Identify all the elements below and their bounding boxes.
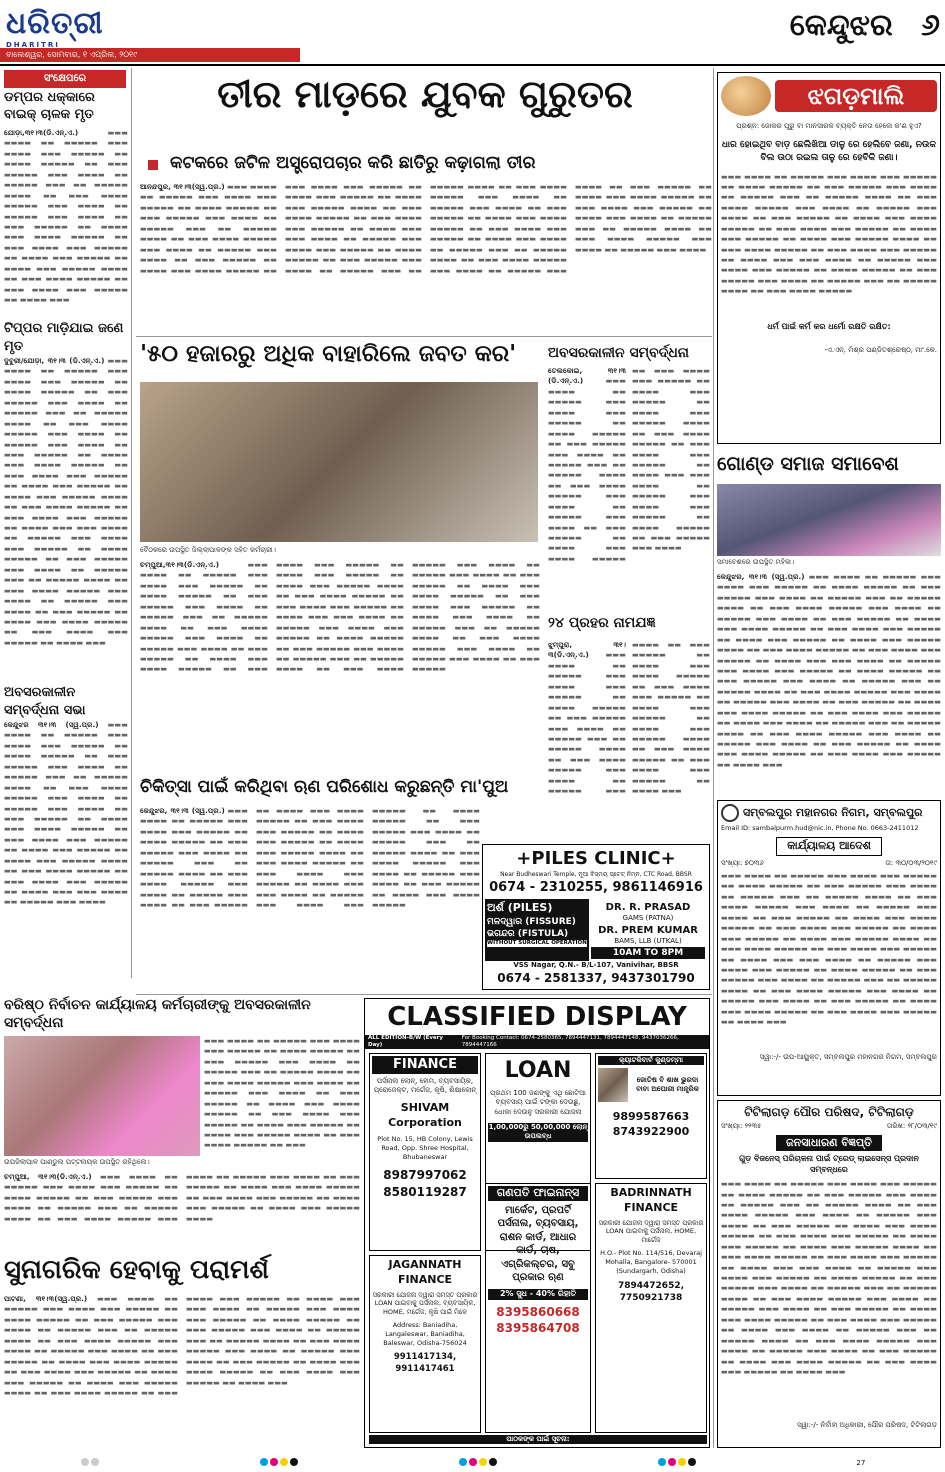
lead-subhead: କଟକରେ ଜଟିଳ ଅସ୍ତ୍ରୋପଚାର କରି ଛାତିରୁ କଢ଼ାଗଲା ତୀର — [170, 153, 536, 173]
loan-title: LOAN — [504, 1058, 572, 1083]
cartoon-icon — [721, 76, 771, 116]
sambalpur-notice — [717, 800, 941, 1096]
brief-text-1: ▬▬▬ ▬▬▬▬ ▬▬ ▬▬▬▬▬ ▬▬▬ ▬▬▬▬ ▬▬▬ ▬▬▬▬▬ ▬▬ ▬▬▬▬ ▬▬▬▬▬ ▬▬ ▬▬▬ ▬▬▬▬▬ ▬▬▬ ▬▬▬▬ ▬▬ ▬▬▬▬▬ ▬▬▬ ▬▬ ▬▬▬▬▬ ▬▬▬▬ ▬▬ ▬▬▬ ▬▬▬▬ ▬▬▬▬▬ ▬▬▬ ▬▬▬▬ ▬▬ ▬▬▬▬▬ ▬▬▬ ▬▬▬▬ ▬▬ ▬▬▬ ▬▬▬▬▬ ▬▬ ▬▬▬▬ ▬▬▬ ▬▬▬▬ ▬▬▬▬▬ ▬▬ ▬▬▬ ▬▬▬▬ ▬▬▬ ▬▬▬▬▬ ▬▬ ▬▬▬▬ ▬▬▬ ▬▬▬▬▬ ▬▬ ▬▬▬▬ ▬▬▬ ▬▬▬▬▬ ▬▬▬▬ ▬▬ ▬▬▬ ▬▬▬▬ ▬▬▬▬▬ ▬▬ ▬▬▬ ▬▬▬▬ ▬▬▬ ▬▬▬▬▬ ▬▬ ▬▬▬▬ ▬▬▬ — [4, 128, 128, 304]
story6-text: ▬▬▬ ▬▬▬▬ ▬▬ ▬▬▬▬▬ ▬▬▬ ▬▬▬▬ ▬▬▬ ▬▬▬▬▬ ▬▬ ▬▬▬▬ ▬▬▬▬▬ ▬▬ ▬▬▬ ▬▬▬▬▬ ▬▬▬ ▬▬▬▬ ▬▬ ▬▬▬▬▬ ▬▬▬ ▬▬ ▬▬▬▬▬ ▬▬▬▬ ▬▬ ▬▬▬ ▬▬▬▬ ▬▬▬▬▬ ▬▬▬ ▬▬▬▬ ▬▬ ▬▬▬▬▬ ▬▬▬ ▬▬▬▬ ▬▬ ▬▬▬ ▬▬▬▬▬ ▬▬ ▬▬▬▬ ▬▬▬ ▬▬▬▬ ▬▬▬▬▬ ▬▬ ▬▬▬ ▬▬▬▬ ▬▬▬ ▬▬▬▬▬ ▬▬ ▬▬▬▬ ▬▬▬ ▬▬▬▬▬ ▬▬ ▬▬▬▬ ▬▬▬ ▬▬▬▬▬ ▬▬▬▬ — [4, 1172, 360, 1223]
page-number: ୬ — [921, 8, 940, 43]
piles-doctor-2-degree: BAMS, LLB (UTKAL) — [614, 937, 682, 946]
gond-headline: ଗୋଣ୍ଡ ସମାଜ ସମାବେଶ — [717, 453, 899, 475]
brief-dateline-1: ଯୋଡ଼ା,୩୧।୩(ଡି.ଏନ୍.ଏ.) — [4, 128, 79, 137]
piles-note: WITHOUT SURGICAL OPERATION — [487, 940, 587, 947]
color-swatch-group-1 — [80, 1458, 100, 1470]
finance-1-title: FINANCE — [372, 1056, 478, 1074]
gond-dateline: କେନ୍ଦୁଝର, ୩୧।୩ (ସ୍ୱ.ପ୍ର.) — [717, 572, 805, 581]
jhagadmali-text: ▬▬▬ ▬▬▬▬ ▬▬ ▬▬▬▬▬ ▬▬▬ ▬▬▬▬ ▬▬▬ ▬▬▬▬▬ ▬▬ ▬▬▬▬ ▬▬▬▬▬ ▬▬ ▬▬▬ ▬▬▬▬▬ ▬▬▬ ▬▬▬▬ ▬▬ ▬▬▬▬▬ ▬▬▬ ▬▬ ▬▬▬▬▬ ▬▬▬▬ ▬▬ ▬▬▬ ▬▬▬▬ ▬▬▬▬▬ ▬▬▬ ▬▬▬▬ ▬▬ ▬▬▬▬▬ ▬▬▬ ▬▬▬▬ ▬▬ ▬▬▬ ▬▬▬▬▬ ▬▬ ▬▬▬▬ ▬▬▬ ▬▬▬▬ ▬▬▬▬▬ ▬▬ ▬▬▬ ▬▬▬▬ ▬▬▬ ▬▬▬▬▬ ▬▬ ▬▬▬▬ ▬▬▬ ▬▬▬▬▬ ▬▬ ▬▬▬▬ ▬▬▬ ▬▬▬▬▬ ▬▬▬▬ ▬▬ ▬▬▬ ▬▬▬▬ ▬▬▬▬▬ ▬▬ ▬▬▬ ▬▬▬▬ ▬▬▬ ▬▬▬▬▬ ▬▬ ▬▬▬▬ ▬▬▬ ▬▬▬ ▬▬▬▬ ▬▬ ▬▬▬▬▬ ▬▬▬ ▬▬▬▬ ▬▬▬ ▬▬▬▬▬ ▬▬ ▬▬▬▬ ▬▬▬▬▬ ▬▬ ▬▬▬ ▬▬▬▬▬ ▬▬▬ ▬▬▬▬ ▬▬ ▬▬▬▬▬ ▬▬▬ ▬▬ ▬▬▬▬▬ ▬▬▬▬ ▬▬ ▬▬▬ ▬▬▬▬ ▬▬▬▬▬ — [721, 171, 937, 296]
story3-body — [548, 366, 710, 606]
story5-rule — [136, 994, 712, 995]
column-rule-left — [131, 68, 132, 978]
titlagarh-title: ଟିଟିଲାଗଡ଼ ପୌର ପରିଷଦ, ଟିଟିଲାଗଡ଼ — [744, 1105, 914, 1119]
story6-headline: ବରିଷ୍ଠ ନିର୍ବାଚନ କାର୍ଯ୍ୟାଳୟ କର୍ମଚାରୀଙ୍କୁ ଅବସରକାଳୀନ ସମ୍ବର୍ଦ୍ଧନା — [4, 997, 311, 1032]
dateline: ବାଲେଶ୍ୱର, ସୋମବାର, ୧ ଏପ୍ରିଲ, ୨୦୧୯ — [0, 48, 300, 62]
titlagarh-subtitle: ଜନସାଧାରଣ ବିଜ୍ଞପ୍ତି — [776, 1135, 882, 1152]
story3-text: ▬▬▬ ▬▬▬▬ ▬▬ ▬▬▬▬▬ ▬▬▬ ▬▬▬▬ ▬▬▬ ▬▬▬▬▬ ▬▬ ▬▬▬▬ ▬▬▬▬▬ ▬▬ ▬▬▬ ▬▬▬▬▬ ▬▬▬ ▬▬▬▬ ▬▬ ▬▬▬▬▬ ▬▬▬ ▬▬ ▬▬▬▬▬ ▬▬▬▬ ▬▬ ▬▬▬ ▬▬▬▬ ▬▬▬▬▬ ▬▬▬ ▬▬▬▬ ▬▬ ▬▬▬▬▬ ▬▬▬ ▬▬▬▬ ▬▬ ▬▬▬ ▬▬▬▬▬ ▬▬ ▬▬▬▬ ▬▬▬ ▬▬▬▬ ▬▬▬▬▬ ▬▬ ▬▬▬ ▬▬▬▬ ▬▬▬ ▬▬▬▬▬ ▬▬ ▬▬▬▬ ▬▬▬ ▬▬▬▬▬ ▬▬ ▬▬▬▬ ▬▬▬ ▬▬▬▬▬ ▬▬▬▬ ▬▬ ▬▬▬ ▬▬▬▬ ▬▬▬▬▬ ▬▬ ▬▬▬ ▬▬▬▬ ▬▬▬ ▬▬▬▬▬ ▬▬ ▬▬▬▬ ▬▬▬ ▬▬▬ ▬▬▬▬ ▬▬ ▬▬▬▬▬ ▬▬▬ ▬▬▬▬ ▬▬▬ ▬▬▬▬▬ ▬▬ ▬▬▬▬ ▬▬▬▬▬ ▬▬ ▬▬▬ ▬▬▬▬▬ ▬▬▬ ▬▬▬▬ — [548, 366, 710, 563]
loan-lines: ପ୍ରଥମ 100 ଜଣଙ୍କୁ ଏଥି ଛୋଟିଆ ବ୍ୟବସାୟ ପାଇଁ ଟଙ୍କା ଦେଉଛୁ, ଧୋକା ଦେଉନୁ ସରକାରୀ ଯୋଜନା — [490, 1088, 586, 1116]
jhagadmali-body — [721, 172, 937, 322]
column-rule-right — [713, 68, 714, 1448]
lead-body — [140, 182, 712, 332]
story2-headline: '୫୦ ହଜାରରୁ ଅଧିକ ବାହାରିଲେ ଜବତ କର' — [140, 341, 517, 367]
story6-caption: ଉପଜିଲାପାଳ ପାଣ୍ଡୁଲ ପଟ୍ଟନାୟକ ଉପସ୍ଥିତ ରହିଥିଲେ। — [4, 1158, 150, 1166]
brief-body-1 — [4, 128, 128, 304]
piles-doctor-1-degree: GAMS (PATNA) — [622, 914, 674, 923]
piles-address-2: VSS Nagar, Q.N.- B/L-107, Vanivihar, BBSR — [513, 960, 679, 969]
ganapati-lines: ମାର୍କେଟ, ପ୍ରପର୍ଟି ପର୍ସନାଲ, ବ୍ୟବସାୟ, ରାଶନ କାର୍ଡ, ଆଧାର କାର୍ଡ, ଚାଷ, ଏଗ୍ରିକଲ୍ଚର, ସବୁ ପ୍ରକାର ଋଣ — [497, 1204, 579, 1284]
titlagarh-notice — [717, 1100, 941, 1448]
story2-caption: ବୈଠକରେ ଉପସ୍ଥିତ ଜିଲ୍ଲାପାଳଙ୍କ ସହିତ କର୍ମଚାରୀ। — [140, 546, 276, 554]
story6-dateline: ଚମ୍ପୁଆ, ୩୧।୩(ଡି.ଏନ୍.ଏ.) — [4, 1172, 92, 1181]
finance-1-phone: 8987997062 8580119287 — [383, 1168, 467, 1199]
classified-bar-right: For Booking Contact: 0674-2580365, 7894447131, 7894447148, 9437036266, 7894447166 — [461, 1034, 679, 1048]
color-swatch-group-2 — [259, 1458, 299, 1470]
story2-body — [140, 560, 540, 770]
titlagarh-body — [721, 1179, 937, 1415]
jhagadmali-verse: ଧାର ହୋଇଥିବ ବାଡ଼ ଛେଲିଖିଆ ଡାଳୁ ରେ ହେଲିବେ ଜଣା, ନଉକ ବିଲ ଉଠା ରଇଲ ତାଳୁ ରେ ହେବିକି ଜଣା। — [721, 140, 937, 164]
titlagarh-text: ▬▬▬ ▬▬▬▬ ▬▬ ▬▬▬▬▬ ▬▬▬ ▬▬▬▬ ▬▬▬ ▬▬▬▬▬ ▬▬ ▬▬▬▬ ▬▬▬▬▬ ▬▬ ▬▬▬ ▬▬▬▬▬ ▬▬▬ ▬▬▬▬ ▬▬ ▬▬▬▬▬ ▬▬▬ ▬▬ ▬▬▬▬▬ ▬▬▬▬ ▬▬ ▬▬▬ ▬▬▬▬ ▬▬▬▬▬ ▬▬▬ ▬▬▬▬ ▬▬ ▬▬▬▬▬ ▬▬▬ ▬▬▬▬ ▬▬ ▬▬▬ ▬▬▬▬▬ ▬▬ ▬▬▬▬ ▬▬▬ ▬▬▬▬ ▬▬▬▬▬ ▬▬ ▬▬▬ ▬▬▬▬ ▬▬▬ ▬▬▬▬▬ ▬▬ ▬▬▬▬ ▬▬▬ ▬▬▬▬▬ ▬▬ ▬▬▬▬ ▬▬▬ ▬▬▬▬▬ ▬▬▬▬ ▬▬ ▬▬▬ ▬▬▬▬ ▬▬▬▬▬ ▬▬ ▬▬▬ ▬▬▬▬ ▬▬▬ ▬▬▬▬▬ ▬▬ ▬▬▬▬ ▬▬▬ ▬▬▬ ▬▬▬▬ ▬▬ ▬▬▬▬▬ ▬▬▬ ▬▬▬▬ ▬▬▬ ▬▬▬▬▬ ▬▬ ▬▬▬▬ ▬▬▬▬▬ ▬▬ ▬▬▬ ▬▬▬▬▬ ▬▬▬ ▬▬▬▬ ▬▬ ▬▬▬▬▬ ▬▬▬ ▬▬ ▬▬▬▬▬ ▬▬▬▬ ▬▬ ▬▬▬ ▬▬▬▬ ▬▬▬▬▬ ▬▬▬ ▬▬▬▬ ▬▬ ▬▬▬▬▬ ▬▬▬ ▬▬▬▬ ▬▬ ▬▬▬ ▬▬▬▬▬ ▬▬ ▬▬▬▬ ▬▬▬ ▬▬▬▬ ▬▬▬▬▬ ▬▬ ▬▬▬ ▬▬▬▬ ▬▬▬ ▬▬▬▬▬ ▬▬ ▬▬▬▬ ▬▬▬ ▬▬▬▬ ▬▬ ▬▬▬▬▬ ▬▬▬ ▬▬ ▬▬▬▬▬ ▬▬▬▬ ▬▬ ▬▬▬ ▬▬▬▬ ▬▬▬▬▬ ▬▬▬ ▬▬▬▬ ▬▬ ▬▬▬▬▬ ▬▬▬ ▬▬▬▬ ▬▬ ▬▬▬ ▬▬▬▬▬ ▬▬ ▬▬▬▬ ▬▬▬ ▬▬▬▬ ▬▬▬▬▬ ▬▬ ▬▬▬ ▬▬▬▬ ▬▬▬ ▬▬▬▬▬ ▬▬ ▬▬▬▬ ▬▬▬ — [721, 1179, 937, 1376]
jhagadmali-verse-2: ଧର୍ମ ପାଇଁ କର୍ମ କର ଧର୍ମୋ ରକ୍ଷତି ରକ୍ଷିତ: — [767, 321, 891, 331]
titlagarh-number: ସଂଖ୍ୟା: ୨୨୩୫ — [721, 1122, 762, 1131]
baba-name: ଜୋତିଷ ବି ଶାଖ ଭୁରଦା ବାବା ଅଘୋରୀ ମାନ୍ତ୍ରିକ — [636, 1076, 699, 1094]
gond-body — [717, 572, 941, 794]
sambalpur-title: ସମ୍ବଲପୁର ମହାନଗର ନିଗମ, ସମ୍ବଲପୁର — [743, 805, 923, 819]
story4-dateline: ଝୁମ୍ପୁରା, ୩୧।୩(ଡି.ଏନ୍.ଏ.) — [548, 640, 626, 660]
swatch-magenta-2 — [469, 1458, 477, 1466]
titlagarh-lead: ଗୁଡ଼ ବିଜନେସ୍ ପରିଚାଳନା ପାଇଁ ଟ୍ରେଡ୍ ଲାଇସେନ୍ସ ପ୍ରଦାନ ସମ୍ବନ୍ଧରେ — [739, 1154, 919, 1175]
color-swatch-group-4 — [657, 1458, 697, 1470]
swatch-magenta — [270, 1458, 278, 1466]
story5-headline: ଚିକିତ୍ସା ପାଇଁ କରିଥିବା ଋଣ ପରିଶୋଧ କରୁଛନ୍ତି ମା'ପୁଅ — [140, 777, 509, 797]
story3-headline: ଅବସରକାଳୀନ ସମ୍ବର୍ଦ୍ଧନା — [548, 345, 690, 361]
swatch-cyan-3 — [658, 1458, 666, 1466]
swatch-yellow-3 — [678, 1458, 686, 1466]
jagannath-title: JAGANNATH FINANCE — [388, 1258, 462, 1286]
sambalpur-number: ସଂଖ୍ୟା: ୭୦୩୬ — [721, 858, 764, 867]
piles-doctor-1: DR. R. PRASAD — [605, 901, 691, 913]
badrinath-title: BADRINNATH FINANCE — [610, 1186, 692, 1214]
swatch-magenta-3 — [668, 1458, 676, 1466]
brief-text-3: ▬▬▬ ▬▬▬▬ ▬▬ ▬▬▬▬▬ ▬▬▬ ▬▬▬▬ ▬▬▬ ▬▬▬▬▬ ▬▬ ▬▬▬▬ ▬▬▬▬▬ ▬▬ ▬▬▬ ▬▬▬▬▬ ▬▬▬ ▬▬▬▬ ▬▬ ▬▬▬▬▬ ▬▬▬ ▬▬ ▬▬▬▬▬ ▬▬▬▬ ▬▬ ▬▬▬ ▬▬▬▬ ▬▬▬▬▬ ▬▬▬ ▬▬▬▬ ▬▬ ▬▬▬▬▬ ▬▬▬ ▬▬▬▬ ▬▬ ▬▬▬ ▬▬▬▬▬ ▬▬ ▬▬▬▬ ▬▬▬ ▬▬▬▬ ▬▬▬▬▬ ▬▬ ▬▬▬ ▬▬▬▬ ▬▬▬ ▬▬▬▬▬ ▬▬ ▬▬▬▬ ▬▬▬ ▬▬▬▬▬ ▬▬ ▬▬▬▬ ▬▬▬ ▬▬▬▬▬ ▬▬▬▬ ▬▬ ▬▬▬ ▬▬▬▬ ▬▬▬▬▬ ▬▬ ▬▬▬ ▬▬▬▬ ▬▬▬ ▬▬▬▬▬ ▬▬ ▬▬▬▬ ▬▬▬ ▬▬▬ ▬▬▬▬ ▬▬ ▬▬▬▬▬ ▬▬▬ ▬▬▬▬ — [4, 720, 128, 907]
titlagarh-date: ତାରିଖ: ୨୮/୦୩/୧୯ — [886, 1122, 937, 1131]
brief-dateline-2: ଦୁବୁରୀ/ଯୋଡ଼ା, ୩୧।୩ (ଡି.ଏନ୍.ଏ.) — [4, 356, 105, 365]
lead-rule — [136, 336, 712, 337]
jhagadmali-title: ଝଗଡ଼ମାଲି — [775, 80, 937, 112]
sambalpur-body — [721, 871, 937, 1047]
print-registration-strip — [0, 1456, 945, 1472]
gond-photo — [717, 484, 941, 556]
story7-dateline: ପାଟଣା, ୩୧।୩(ସ୍ୱ.ପ୍ର.) — [4, 1294, 88, 1303]
finance-1-name: SHIVAM Corporation — [388, 1101, 462, 1130]
jhagadmali-header — [721, 76, 937, 116]
gond-text: ▬▬▬ ▬▬▬▬ ▬▬ ▬▬▬▬▬ ▬▬▬ ▬▬▬▬ ▬▬▬ ▬▬▬▬▬ ▬▬ ▬▬▬▬ ▬▬▬▬▬ ▬▬ ▬▬▬ ▬▬▬▬▬ ▬▬▬ ▬▬▬▬ ▬▬ ▬▬▬▬▬ ▬▬▬ ▬▬ ▬▬▬▬▬ ▬▬▬▬ ▬▬ ▬▬▬ ▬▬▬▬ ▬▬▬▬▬ ▬▬▬ ▬▬▬▬ ▬▬ ▬▬▬▬▬ ▬▬▬ ▬▬▬▬ ▬▬ ▬▬▬ ▬▬▬▬▬ ▬▬ ▬▬▬▬ ▬▬▬ ▬▬▬▬ ▬▬▬▬▬ ▬▬ ▬▬▬ ▬▬▬▬ ▬▬▬ ▬▬▬▬▬ ▬▬ ▬▬▬▬ ▬▬▬ ▬▬▬▬▬ ▬▬ ▬▬▬▬ ▬▬▬ ▬▬▬▬▬ ▬▬▬▬ ▬▬ ▬▬▬ ▬▬▬▬ ▬▬▬▬▬ ▬▬ ▬▬▬ ▬▬▬▬ ▬▬▬ ▬▬▬▬▬ ▬▬ ▬▬▬▬ ▬▬▬ ▬▬▬ ▬▬▬▬ ▬▬ ▬▬▬▬▬ ▬▬▬ ▬▬▬▬ ▬▬▬ ▬▬▬▬▬ ▬▬ ▬▬▬▬ ▬▬▬▬▬ ▬▬ ▬▬▬ ▬▬▬▬▬ ▬▬▬ ▬▬▬▬ ▬▬ ▬▬▬▬▬ ▬▬▬ ▬▬ ▬▬▬▬▬ ▬▬▬▬ ▬▬ ▬▬▬ ▬▬▬▬ ▬▬▬▬▬ ▬▬▬ ▬▬▬▬ ▬▬ ▬▬▬▬▬ ▬▬▬ ▬▬▬▬ ▬▬ ▬▬▬ ▬▬▬▬▬ ▬▬ ▬▬▬▬ ▬▬▬ ▬▬▬▬ ▬▬▬▬▬ ▬▬ ▬▬▬ ▬▬▬▬ ▬▬▬ ▬▬▬▬▬ ▬▬ ▬▬▬▬ ▬▬▬ ▬▬▬▬ ▬▬ ▬▬▬▬▬ ▬▬▬ ▬▬ ▬▬▬▬▬ ▬▬▬▬ ▬▬ ▬▬▬ ▬▬▬▬ ▬▬▬▬▬ ▬▬▬ ▬▬▬▬ ▬▬ ▬▬▬▬▬ ▬▬▬ ▬▬▬▬ ▬▬ ▬▬▬ ▬▬▬▬▬ ▬▬ ▬▬▬▬ ▬▬▬ ▬▬▬▬ ▬▬▬▬▬ ▬▬ ▬▬▬ ▬▬▬▬ ▬▬▬ ▬▬▬▬▬ ▬▬ ▬▬▬▬ ▬▬▬ — [717, 572, 941, 769]
emblem-icon — [721, 804, 739, 822]
swatch-yellow-2 — [479, 1458, 487, 1466]
story4-body — [548, 640, 710, 835]
story3-dateline: ତେଲକୋଇ, ୩୧।୩ (ଡି.ଏନ୍.ଏ.) — [548, 366, 626, 386]
baba-photo — [598, 1068, 628, 1102]
piles-doctor-2: DR. PREM KUMAR — [598, 924, 698, 936]
logo-subtext: DHARITRI — [6, 40, 60, 49]
classified-title: CLASSIFIED DISPLAY — [387, 1002, 687, 1032]
badrinath-phone: 7894472652, 7750921738 — [617, 1281, 685, 1304]
brief-headline-2: ଟିପ୍ପର ମାଡ଼ିଯାଇ ଜଣେ ମୃତ — [4, 321, 124, 354]
ganapati-phone: 8395860668 8395864708 — [496, 1304, 580, 1335]
top-rule — [0, 64, 945, 66]
brief-dateline-3: କେନ୍ଦୁଝର ୩୧।୩ (ସ୍ୱ.ପ୍ର.) — [4, 720, 99, 729]
story2-dateline: ଚମ୍ପୁଆ,୩୧।୩(ଡି.ଏନ୍.ଏ.) — [140, 560, 219, 569]
classified-bar-left: ALL EDITION-B/W (Every Day) — [368, 1034, 443, 1048]
piles-services — [485, 899, 589, 961]
finance-1-address: Plot No. 15, HB Colony, Lewis Road, Opp. Shree Hospital, Bhubaneswar — [377, 1135, 473, 1161]
classified-display — [364, 998, 710, 1448]
sambalpur-text: ▬▬▬ ▬▬▬▬ ▬▬ ▬▬▬▬▬ ▬▬▬ ▬▬▬▬ ▬▬▬ ▬▬▬▬▬ ▬▬ ▬▬▬▬ ▬▬▬▬▬ ▬▬ ▬▬▬ ▬▬▬▬▬ ▬▬▬ ▬▬▬▬ ▬▬ ▬▬▬▬▬ ▬▬▬ ▬▬ ▬▬▬▬▬ ▬▬▬▬ ▬▬ ▬▬▬ ▬▬▬▬ ▬▬▬▬▬ ▬▬▬ ▬▬▬▬ ▬▬ ▬▬▬▬▬ ▬▬▬ ▬▬▬▬ ▬▬ ▬▬▬ ▬▬▬▬▬ ▬▬ ▬▬▬▬ ▬▬▬ ▬▬▬▬ ▬▬▬▬▬ ▬▬ ▬▬▬ ▬▬▬▬ ▬▬▬ ▬▬▬▬▬ ▬▬ ▬▬▬▬ ▬▬▬ ▬▬▬▬▬ ▬▬ ▬▬▬▬ ▬▬▬ ▬▬▬▬▬ ▬▬▬▬ ▬▬ ▬▬▬ ▬▬▬▬ ▬▬▬▬▬ ▬▬ ▬▬▬ ▬▬▬▬ ▬▬▬ ▬▬▬▬▬ ▬▬ ▬▬▬▬ ▬▬▬ ▬▬▬ ▬▬▬▬ ▬▬ ▬▬▬▬▬ ▬▬▬ ▬▬▬▬ ▬▬▬ ▬▬▬▬▬ ▬▬ ▬▬▬▬ ▬▬▬▬▬ ▬▬ ▬▬▬ ▬▬▬▬▬ ▬▬▬ ▬▬▬▬ ▬▬ ▬▬▬▬▬ ▬▬▬ ▬▬ ▬▬▬▬▬ ▬▬▬▬ ▬▬ ▬▬▬ ▬▬▬▬ ▬▬▬▬▬ ▬▬▬ ▬▬▬▬ ▬▬ ▬▬▬▬▬ ▬▬▬ ▬▬▬▬ ▬▬ ▬▬▬ ▬▬▬▬▬ ▬▬ ▬▬▬▬ ▬▬▬ ▬▬▬▬ ▬▬▬▬▬ ▬▬ ▬▬▬ ▬▬▬▬ ▬▬▬ ▬▬▬▬▬ ▬▬ ▬▬▬▬ ▬▬▬ — [721, 871, 937, 1027]
story4-headline: ୨୪ ପ୍ରହର ନାମଯଜ୍ଞ — [548, 615, 656, 631]
page-section-title — [720, 6, 940, 46]
story7-headline: ସୁନାଗରିକ ହେବାକୁ ପରାମର୍ଶ — [4, 1255, 269, 1285]
sambalpur-sign: ସ୍ୱା:-/- ଉପ-ଆୟୁକ୍ତ, ସମ୍ବଲପୁର ମହାନଗର ନିଗମ, ସମ୍ବଲପୁର — [759, 1053, 937, 1062]
meeting-photo — [140, 382, 538, 542]
classified-bar — [365, 1035, 709, 1049]
story4-text: ▬▬▬ ▬▬▬▬ ▬▬ ▬▬▬▬▬ ▬▬▬ ▬▬▬▬ ▬▬▬ ▬▬▬▬▬ ▬▬ ▬▬▬▬ ▬▬▬▬▬ ▬▬ ▬▬▬ ▬▬▬▬▬ ▬▬▬ ▬▬▬▬ ▬▬ ▬▬▬▬▬ ▬▬▬ ▬▬ ▬▬▬▬▬ ▬▬▬▬ ▬▬ ▬▬▬ ▬▬▬▬ ▬▬▬▬▬ ▬▬▬ ▬▬▬▬ ▬▬ ▬▬▬▬▬ ▬▬▬ ▬▬▬▬ ▬▬ ▬▬▬ ▬▬▬▬▬ ▬▬ ▬▬▬▬ ▬▬▬ ▬▬▬▬ ▬▬▬▬▬ ▬▬ ▬▬▬ ▬▬▬▬ ▬▬▬ ▬▬▬▬▬ ▬▬ ▬▬▬▬ ▬▬▬ ▬▬▬▬▬ ▬▬ ▬▬▬▬ ▬▬▬ ▬▬▬▬▬ ▬▬▬▬ ▬▬ ▬▬▬ ▬▬▬▬ ▬▬▬▬▬ ▬▬ ▬▬▬ ▬▬▬▬ ▬▬▬ ▬▬▬▬▬ ▬▬ ▬▬▬▬ ▬▬▬ — [548, 640, 710, 796]
brief-tag: ସଂକ୍ଷେପରେ — [4, 70, 126, 88]
brief-headline-1: ଡମ୍ପର ଧକ୍କାରେ ବାଇକ୍ ଚାଳକ ମୃତ — [4, 90, 95, 122]
footer-page-number: 27 — [856, 1459, 866, 1468]
gond-caption: ସମାବେଶରେ ଉପସ୍ଥିତ ମହିଳା। — [717, 558, 795, 566]
story6-body — [4, 1172, 360, 1250]
badrinath-finance-ad — [595, 1183, 707, 1433]
swatch-black-2 — [489, 1458, 497, 1466]
story7-text: ▬▬▬ ▬▬▬▬ ▬▬ ▬▬▬▬▬ ▬▬▬ ▬▬▬▬ ▬▬▬ ▬▬▬▬▬ ▬▬ ▬▬▬▬ ▬▬▬▬▬ ▬▬ ▬▬▬ ▬▬▬▬▬ ▬▬▬ ▬▬▬▬ ▬▬ ▬▬▬▬▬ ▬▬▬ ▬▬ ▬▬▬▬▬ ▬▬▬▬ ▬▬ ▬▬▬ ▬▬▬▬ ▬▬▬▬▬ ▬▬▬ ▬▬▬▬ ▬▬ ▬▬▬▬▬ ▬▬▬ ▬▬▬▬ ▬▬ ▬▬▬ ▬▬▬▬▬ ▬▬ ▬▬▬▬ ▬▬▬ ▬▬▬▬ ▬▬▬▬▬ ▬▬ ▬▬▬ ▬▬▬▬ ▬▬▬ ▬▬▬▬▬ ▬▬ ▬▬▬▬ ▬▬▬ ▬▬▬▬▬ ▬▬ ▬▬▬▬ ▬▬▬ ▬▬▬▬▬ ▬▬▬▬ ▬▬ ▬▬▬ ▬▬▬▬ ▬▬▬▬▬ ▬▬ ▬▬▬ ▬▬▬▬ ▬▬▬ ▬▬▬▬▬ ▬▬ ▬▬▬▬ ▬▬▬ ▬▬▬ ▬▬▬▬ ▬▬ ▬▬▬▬▬ ▬▬▬ ▬▬▬▬ ▬▬▬ ▬▬▬▬▬ ▬▬ ▬▬▬▬ ▬▬▬▬▬ ▬▬ ▬▬▬ ▬▬▬▬▬ ▬▬▬ ▬▬▬▬ ▬▬ ▬▬▬▬▬ ▬▬▬ ▬▬ ▬▬▬▬▬ ▬▬▬▬ ▬▬ ▬▬▬ ▬▬▬▬ ▬▬▬▬▬ ▬▬▬ ▬▬▬▬ ▬▬ ▬▬▬▬▬ ▬▬▬ ▬▬▬▬ ▬▬ ▬▬▬ ▬▬▬▬▬ ▬▬ ▬▬▬▬ ▬▬▬ ▬▬▬▬ ▬▬▬▬▬ ▬▬ ▬▬▬ ▬▬▬▬ ▬▬▬ ▬▬▬▬▬ ▬▬ ▬▬▬▬ ▬▬▬ — [4, 1294, 360, 1397]
lead-bullet-icon — [148, 160, 158, 170]
piles-hours: 10AM TO 8PM — [591, 947, 705, 959]
loan-amount: 1,00,000ରୁ 50,00,000 ଲୋନ୍ ଉପଲବ୍ଧ — [488, 1123, 588, 1141]
brief-body-2 — [4, 356, 128, 676]
titlagarh-sign: ସ୍ୱା:-/- ନିର୍ବାହୀ ଅଧିକାରୀ, ପୌର ପରିଷଦ, ଟିଟିଲାଗଡ଼ — [797, 1421, 937, 1430]
story6-side-text: ▬▬▬ ▬▬▬▬ ▬▬ ▬▬▬▬▬ ▬▬▬ ▬▬▬▬ ▬▬▬ ▬▬▬▬▬ ▬▬ ▬▬▬▬ ▬▬▬▬▬ ▬▬ ▬▬▬ ▬▬▬▬▬ ▬▬▬ ▬▬▬▬ ▬▬ ▬▬▬▬▬ ▬▬▬ ▬▬ ▬▬▬▬▬ ▬▬▬▬ ▬▬ ▬▬▬ ▬▬▬▬ ▬▬▬▬▬ ▬▬▬ ▬▬▬▬ ▬▬ ▬▬▬▬▬ ▬▬▬ ▬▬▬▬ ▬▬ ▬▬▬ ▬▬▬▬▬ ▬▬ ▬▬▬▬ ▬▬▬ ▬▬▬▬ ▬▬▬▬▬ ▬▬ ▬▬▬ ▬▬▬▬ ▬▬▬ ▬▬▬▬▬ ▬▬ ▬▬▬▬ ▬▬▬ ▬▬▬▬▬ ▬▬ ▬▬▬▬ ▬▬▬ ▬▬▬▬▬ ▬▬▬▬ ▬▬ ▬▬▬ ▬▬▬▬ ▬▬▬▬▬ ▬▬ ▬▬▬ — [204, 1036, 360, 1150]
brief-text-2: ▬▬▬ ▬▬▬▬ ▬▬ ▬▬▬▬▬ ▬▬▬ ▬▬▬▬ ▬▬▬ ▬▬▬▬▬ ▬▬ ▬▬▬▬ ▬▬▬▬▬ ▬▬ ▬▬▬ ▬▬▬▬▬ ▬▬▬ ▬▬▬▬ ▬▬ ▬▬▬▬▬ ▬▬▬ ▬▬ ▬▬▬▬▬ ▬▬▬▬ ▬▬ ▬▬▬ ▬▬▬▬ ▬▬▬▬▬ ▬▬▬ ▬▬▬▬ ▬▬ ▬▬▬▬▬ ▬▬▬ ▬▬▬▬ ▬▬ ▬▬▬ ▬▬▬▬▬ ▬▬ ▬▬▬▬ ▬▬▬ ▬▬▬▬ ▬▬▬▬▬ ▬▬ ▬▬▬ ▬▬▬▬ ▬▬▬ ▬▬▬▬▬ ▬▬ ▬▬▬▬ ▬▬▬ ▬▬▬▬▬ ▬▬ ▬▬▬▬ ▬▬▬ ▬▬▬▬▬ ▬▬▬▬ ▬▬ ▬▬▬ ▬▬▬▬ ▬▬▬▬▬ ▬▬ ▬▬▬ ▬▬▬▬ ▬▬▬ ▬▬▬▬▬ ▬▬ ▬▬▬▬ ▬▬▬ ▬▬▬ ▬▬▬▬ ▬▬ ▬▬▬▬▬ ▬▬▬ ▬▬▬▬ ▬▬▬ ▬▬▬▬▬ ▬▬ ▬▬▬▬ ▬▬▬▬▬ ▬▬ ▬▬▬ ▬▬▬▬▬ ▬▬▬ ▬▬▬▬ ▬▬ ▬▬▬▬▬ ▬▬▬ ▬▬ ▬▬▬▬▬ ▬▬▬▬ ▬▬ ▬▬▬ ▬▬▬▬ ▬▬▬▬▬ ▬▬▬ ▬▬▬▬ ▬▬ ▬▬▬▬▬ ▬▬▬ ▬▬▬▬ ▬▬ ▬▬▬ ▬▬▬▬▬ ▬▬ ▬▬▬▬ ▬▬▬ ▬▬▬▬ ▬▬▬▬▬ ▬▬ ▬▬▬ ▬▬▬▬ ▬▬▬ ▬▬▬▬▬ ▬▬ ▬▬▬▬ ▬▬▬ — [4, 356, 128, 647]
swatch-cyan-2 — [459, 1458, 467, 1466]
badrinath-lines: ସରକାରୀ ଯୋଜନା ଦ୍ୱାରା ସମସ୍ତ ପ୍ରକାର LOAN ପାଇବାକୁ ପର୍ସନାଲ, HOME, ମାର୍ଗେଜ — [598, 1218, 704, 1245]
piles-item-3: ଭଗନ୍ଦର (FISTULA) — [487, 928, 569, 939]
swatch-gray-2 — [91, 1458, 99, 1466]
piles-phone-1: 0674 - 2310255, 9861146916 — [489, 880, 703, 896]
swatch-yellow — [280, 1458, 288, 1466]
brief-headline-3: ଅବସରକାଳୀନ ସମ୍ବର୍ଦ୍ଧନା ସଭା — [4, 685, 86, 718]
jhagadmali-box — [717, 72, 941, 444]
color-swatch-group-3 — [458, 1458, 498, 1470]
lead-headline: ତୀର ମାଡ଼ରେ ଯୁବକ ଗୁରୁତର — [217, 72, 633, 116]
baba-ad — [595, 1053, 707, 1179]
jagannath-finance-ad — [369, 1255, 481, 1433]
story5-body — [140, 806, 480, 991]
sambalpur-order-title: କାର୍ଯ୍ୟାଳୟ ଆଦେଶ — [776, 837, 882, 856]
sambalpur-contact: Email ID: sambalpurm.hud@nic.in, Phone No. 0663-2411012 — [721, 824, 919, 832]
logo-text: ଧରିତ୍ରୀ — [6, 6, 104, 41]
swatch-gray — [81, 1458, 89, 1466]
piles-clinic-ad — [482, 844, 710, 990]
brief-body-3 — [4, 720, 128, 975]
piles-title: +PILES CLINIC+ — [516, 848, 676, 869]
ganapati-finance-ad — [485, 1183, 591, 1433]
story2-text: ▬▬▬ ▬▬▬▬ ▬▬ ▬▬▬▬▬ ▬▬▬ ▬▬▬▬ ▬▬▬ ▬▬▬▬▬ ▬▬ ▬▬▬▬ ▬▬▬▬▬ ▬▬ ▬▬▬ ▬▬▬▬▬ ▬▬▬ ▬▬▬▬ ▬▬ ▬▬▬▬▬ ▬▬▬ ▬▬ ▬▬▬▬▬ ▬▬▬▬ ▬▬ ▬▬▬ ▬▬▬▬ ▬▬▬▬▬ ▬▬▬ ▬▬▬▬ ▬▬ ▬▬▬▬▬ ▬▬▬ ▬▬▬▬ ▬▬ ▬▬▬ ▬▬▬▬▬ ▬▬ ▬▬▬▬ ▬▬▬ ▬▬▬▬ ▬▬▬▬▬ ▬▬ ▬▬▬ ▬▬▬▬ ▬▬▬ ▬▬▬▬▬ ▬▬ ▬▬▬▬ ▬▬▬ ▬▬▬▬▬ ▬▬ ▬▬▬▬ ▬▬▬ ▬▬▬▬▬ ▬▬▬▬ ▬▬ ▬▬▬ ▬▬▬▬ ▬▬▬▬▬ ▬▬ ▬▬▬ ▬▬▬▬ ▬▬▬ ▬▬▬▬▬ ▬▬ ▬▬▬▬ ▬▬▬ ▬▬▬ ▬▬▬▬ ▬▬ ▬▬▬▬▬ ▬▬▬ ▬▬▬▬ ▬▬▬ ▬▬▬▬▬ ▬▬ ▬▬▬▬ ▬▬▬▬▬ ▬▬ ▬▬▬ ▬▬▬▬▬ ▬▬▬ ▬▬▬▬ ▬▬ ▬▬▬▬▬ ▬▬▬ ▬▬ ▬▬▬▬▬ ▬▬▬▬ ▬▬ ▬▬▬ ▬▬▬▬ ▬▬▬▬▬ ▬▬▬ ▬▬▬▬ ▬▬ ▬▬▬▬▬ ▬▬▬ ▬▬▬▬ ▬▬ ▬▬▬ ▬▬▬▬▬ ▬▬ ▬▬▬▬ ▬▬▬ ▬▬▬▬ ▬▬▬▬▬ ▬▬ ▬▬▬ ▬▬▬▬ ▬▬▬ ▬▬▬▬▬ ▬▬ ▬▬▬▬ ▬▬▬ ▬▬▬▬ ▬▬ ▬▬▬▬▬ ▬▬▬ ▬▬ ▬▬▬▬▬ ▬▬▬▬ ▬▬ ▬▬▬ ▬▬▬▬ ▬▬▬▬▬ ▬▬▬ ▬▬▬▬ ▬▬ ▬▬▬▬▬ ▬▬▬ ▬▬▬▬ ▬▬ ▬▬▬ ▬▬▬▬▬ — [140, 560, 540, 674]
jagannath-lines: ସରକାରୀ ଯୋଜନା ଦ୍ୱାରା ସମସ୍ତ ପ୍ରକାର LOAN ପାଇବାକୁ ପର୍ସନାଲ, ବ୍ୟବସାୟିକ, HOME, ମର୍ଗେଜ, କୃଷି ପାଇଁ ମିଳେ — [372, 1290, 478, 1317]
newspaper-logo — [6, 4, 176, 50]
page-name: କେନ୍ଦୁଝର — [789, 8, 893, 43]
jagannath-phone: 9911417134, 9911417461 — [393, 1352, 457, 1374]
piles-doctors — [589, 899, 707, 961]
story5-dateline: କେନ୍ଦୁଝର, ୩୧।୩ (ସ୍ୱ.ପ୍ର.) — [140, 806, 225, 815]
felicitation-photo — [4, 1036, 200, 1156]
baba-title: କ୍ୟାଟକିବାର୍ବ କୁଣ୍ଡମ୍ମା — [598, 1056, 704, 1065]
lead-dateline: ଆନନ୍ଦପୁର, ୩୧।୩(ସ୍ୱ.ପ୍ର.) — [140, 182, 225, 191]
piles-item-1: ଅର୍ଶ (PILES) — [487, 900, 553, 914]
piles-item-2: ମଳଦ୍ୱାର (FISSURE) — [487, 916, 576, 927]
piles-phone-2: 0674 - 2581337, 9437301790 — [497, 971, 695, 986]
ganapati-title: ଗଣପତି ଫାଇନାନ୍ସ — [488, 1186, 588, 1201]
finance-ad-1 — [369, 1053, 481, 1251]
story5-text: ▬▬▬ ▬▬▬▬ ▬▬ ▬▬▬▬▬ ▬▬▬ ▬▬▬▬ ▬▬▬ ▬▬▬▬▬ ▬▬ ▬▬▬▬ ▬▬▬▬▬ ▬▬ ▬▬▬ ▬▬▬▬▬ ▬▬▬ ▬▬▬▬ ▬▬ ▬▬▬▬▬ ▬▬▬ ▬▬ ▬▬▬▬▬ ▬▬▬▬ ▬▬ ▬▬▬ ▬▬▬▬ ▬▬▬▬▬ ▬▬▬ ▬▬▬▬ ▬▬ ▬▬▬▬▬ ▬▬▬ ▬▬▬▬ ▬▬ ▬▬▬ ▬▬▬▬▬ ▬▬ ▬▬▬▬ ▬▬▬ ▬▬▬▬ ▬▬▬▬▬ ▬▬ ▬▬▬ ▬▬▬▬ ▬▬▬ ▬▬▬▬▬ ▬▬ ▬▬▬▬ ▬▬▬ ▬▬▬▬▬ ▬▬ ▬▬▬▬ ▬▬▬ ▬▬▬▬▬ ▬▬▬▬ ▬▬ ▬▬▬ ▬▬▬▬ ▬▬▬▬▬ ▬▬ ▬▬▬ ▬▬▬▬ ▬▬▬ ▬▬▬▬▬ ▬▬ ▬▬▬▬ ▬▬▬ ▬▬▬ ▬▬▬▬ ▬▬ ▬▬▬▬▬ ▬▬▬ ▬▬▬▬ ▬▬▬ ▬▬▬▬▬ ▬▬ ▬▬▬▬ ▬▬▬▬▬ ▬▬ ▬▬▬ ▬▬▬▬▬ ▬▬▬ ▬▬▬▬ ▬▬ ▬▬▬▬▬ ▬▬▬ ▬▬ ▬▬▬▬▬ ▬▬▬▬ ▬▬ ▬▬▬ ▬▬▬▬ ▬▬▬▬▬ ▬▬▬ ▬▬▬▬ ▬▬ ▬▬▬▬▬ ▬▬▬ ▬▬▬▬ ▬▬ ▬▬▬ ▬▬▬▬▬ ▬▬ ▬▬▬▬ ▬▬▬ ▬▬▬▬ ▬▬▬▬▬ — [140, 806, 480, 909]
swatch-cyan — [260, 1458, 268, 1466]
swatch-black — [290, 1458, 298, 1466]
jagannath-address: Address: Baniadiha, Langaleswar, Baniadiha, Baleswar, Odisha-756024 — [383, 1320, 467, 1347]
baba-phone: 9899587663 8743922900 — [612, 1110, 690, 1139]
sambalpur-date: ତା: ୩୦/୦୩/୨୦୧୯ — [885, 858, 937, 867]
classified-footer: ପାଠକଙ୍କ ପାଇଁ ସୂଚନା: — [369, 1435, 707, 1444]
finance-1-lines: ପର୍ସନାଲ ଲୋନ୍, ହୋମ, ବ୍ୟବସାୟିକ, ପ୍ରୋଜେକ୍ଟ, ମର୍ଗେଜ, କୃଷି, ଶିକ୍ଷାଲୋନ୍ — [373, 1076, 477, 1094]
swatch-black-3 — [688, 1458, 696, 1466]
badrinath-address: H.O.- Plot No. 114/516, Devaraj Mohalla, Bangalore- 570001 (Sundargarh, Odisha) — [600, 1248, 702, 1275]
ganapati-rate: 2% ସୁଧ - 40% ରିହାତି — [488, 1289, 588, 1300]
lead-text: ▬▬▬ ▬▬▬▬ ▬▬ ▬▬▬▬▬ ▬▬▬ ▬▬▬▬ ▬▬▬ ▬▬▬▬▬ ▬▬ ▬▬▬▬ ▬▬▬▬▬ ▬▬ ▬▬▬ ▬▬▬▬▬ ▬▬▬ ▬▬▬▬ ▬▬ ▬▬▬▬▬ ▬▬▬ ▬▬ ▬▬▬▬▬ ▬▬▬▬ ▬▬ ▬▬▬ ▬▬▬▬ ▬▬▬▬▬ ▬▬▬ ▬▬▬▬ ▬▬ ▬▬▬▬▬ ▬▬▬ ▬▬▬▬ ▬▬ ▬▬▬ ▬▬▬▬▬ ▬▬ ▬▬▬▬ ▬▬▬ ▬▬▬▬ ▬▬▬▬▬ ▬▬ ▬▬▬ ▬▬▬▬ ▬▬▬ ▬▬▬▬▬ ▬▬ ▬▬▬▬ ▬▬▬ ▬▬▬▬▬ ▬▬ ▬▬▬▬ ▬▬▬ ▬▬▬▬▬ ▬▬▬▬ ▬▬ ▬▬▬ ▬▬▬▬ ▬▬▬▬▬ ▬▬ ▬▬▬ ▬▬▬▬ ▬▬▬ ▬▬▬▬▬ ▬▬ ▬▬▬▬ ▬▬▬ ▬▬▬ ▬▬▬▬ ▬▬ ▬▬▬▬▬ ▬▬▬ ▬▬▬▬ ▬▬▬ ▬▬▬▬▬ ▬▬ ▬▬▬▬ ▬▬▬▬▬ ▬▬ ▬▬▬ ▬▬▬▬▬ ▬▬▬ ▬▬▬▬ ▬▬ ▬▬▬▬▬ ▬▬▬ ▬▬ ▬▬▬▬▬ ▬▬▬▬ ▬▬ ▬▬▬ ▬▬▬▬ ▬▬▬▬▬ ▬▬▬ ▬▬▬▬ ▬▬ ▬▬▬▬▬ ▬▬▬ ▬▬▬▬ ▬▬ ▬▬▬ ▬▬▬▬▬ ▬▬ ▬▬▬▬ ▬▬▬ ▬▬▬▬ ▬▬▬▬▬ ▬▬ ▬▬▬ ▬▬▬▬ ▬▬▬ ▬▬▬▬▬ ▬▬ ▬▬▬▬ ▬▬▬ ▬▬▬▬ ▬▬ ▬▬▬▬▬ ▬▬▬ ▬▬ ▬▬▬▬▬ ▬▬▬▬ ▬▬ ▬▬▬ ▬▬▬▬ ▬▬▬▬▬ ▬▬▬ ▬▬▬▬ ▬▬ ▬▬▬▬▬ ▬▬▬ ▬▬▬▬ ▬▬ ▬▬▬ ▬▬▬▬▬ ▬▬ ▬▬▬▬ ▬▬▬ ▬▬▬▬ ▬▬▬▬▬ ▬▬ ▬▬▬ ▬▬▬▬ ▬▬▬ ▬▬▬▬▬ ▬▬ ▬▬▬▬ ▬▬▬ ▬▬▬▬ ▬▬ ▬▬▬▬▬ ▬▬▬ ▬▬ ▬▬▬▬▬ ▬▬▬▬ ▬▬ ▬▬▬ ▬▬▬▬ ▬▬▬▬▬ ▬▬▬ ▬▬▬▬ ▬▬ ▬▬▬▬▬ ▬▬▬ ▬▬▬▬ — [140, 182, 712, 275]
story6-body-side — [204, 1036, 360, 1168]
jhagadmali-intro: ପ୍ରଶ୍ନ: ଜୋକର ପୂରୁ ବା ମାନସାରକ ବ୍ୟକ୍ତି ନେତା ହେଲେ କ'ଣ ହୁଏ? — [736, 122, 922, 130]
story7-body — [4, 1294, 360, 1452]
piles-address: Near Budheswari Temple, ନୂଆ ବିସ୍ମୟ ସ୍ଟେଟ୍ ନିମ୍ନ, CTC Road, BBSR — [500, 871, 692, 879]
jhagadmali-credit: -ଏ.ଏନ୍. ମିଶ୍ର ପଣ୍ଡିତଶ୍ରେଷ୍ଠ, ମାଂ.କେ. — [824, 346, 937, 355]
